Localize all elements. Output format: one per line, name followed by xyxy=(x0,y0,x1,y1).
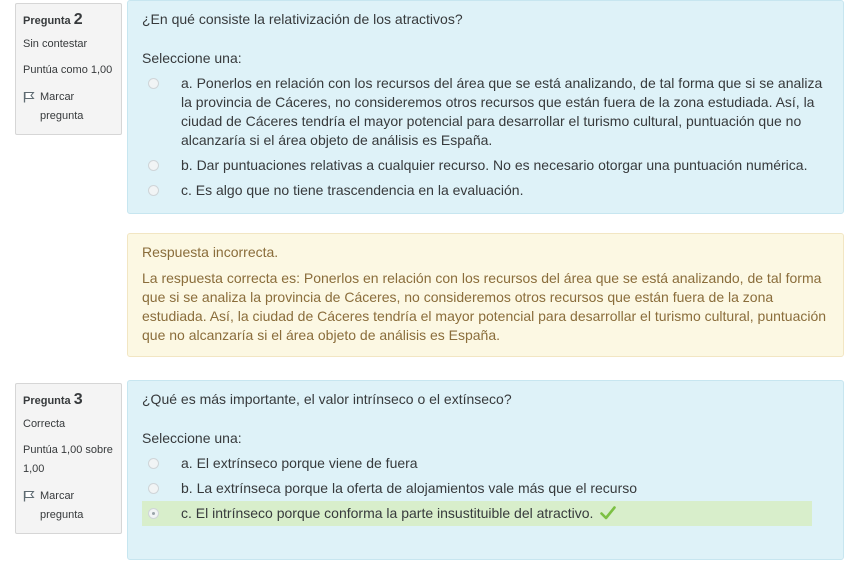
flag-question-button[interactable] xyxy=(23,88,114,126)
flag-icon xyxy=(23,490,35,502)
answer-option-a[interactable] xyxy=(142,71,829,153)
feedback-text: Respuesta incorrecta. xyxy=(142,244,279,260)
check-icon xyxy=(600,506,616,520)
answer-option-a[interactable] xyxy=(142,451,829,476)
answer-option-b[interactable] xyxy=(142,476,829,501)
radio-a[interactable] xyxy=(148,458,159,469)
question-grade: Puntúa como 1,00 xyxy=(23,64,113,76)
question-label: Pregunta xyxy=(23,395,71,407)
answer-option-text: b. La extrínseca porque la oferta de alojamientos vale más que el recurso xyxy=(181,480,638,496)
question-state: Correcta xyxy=(23,418,66,430)
answer-options xyxy=(142,71,829,203)
question-info-3 xyxy=(15,383,122,534)
question-number-value: 2 xyxy=(73,11,83,28)
question-grade: Puntúa 1,00 sobre 1,00 xyxy=(23,444,113,475)
answer-prompt: Seleccione una: xyxy=(142,50,242,66)
answer-option-text: a. Ponerlos en relación con los recursos del área que se está analizando, de tal forma que si se analiza la provincia de Cáceres, no consideremos otros recursos que están fuera de la zona estudiada. Así, la ciudad de Cáceres tendría el mayor potencial para desarrollar el turismo cultural, puntuación que no alcanzaría si el área objeto de análisis es España. xyxy=(181,75,823,148)
question-number-value: 3 xyxy=(73,391,83,408)
radio-c-selected[interactable] xyxy=(148,508,159,519)
answer-option-c[interactable] xyxy=(142,501,812,526)
answer-option-content xyxy=(181,504,812,523)
flag-question-label: Marcar pregunta xyxy=(40,91,84,122)
question-text: ¿Qué es más importante, el valor intrínseco o el extínseco? xyxy=(142,391,512,407)
answer-option-b[interactable] xyxy=(142,153,829,178)
radio-b[interactable] xyxy=(148,160,159,171)
question-state: Sin contestar xyxy=(23,38,88,50)
question-outcome xyxy=(127,233,844,357)
question-label: Pregunta xyxy=(23,15,71,27)
question-number xyxy=(23,390,114,411)
question-formulation-3 xyxy=(127,380,844,560)
answer-option-text: b. Dar puntuaciones relativas a cualquier recurso. No es necesario otorgar una puntuación numérica. xyxy=(181,157,808,173)
flag-question-button[interactable] xyxy=(23,487,114,525)
question-number xyxy=(23,10,114,31)
answer-option-text: a. El extrínseco porque viene de fuera xyxy=(181,455,418,471)
question-text: ¿En qué consiste la relativización de los atractivos? xyxy=(142,11,463,27)
answer-option-text: c. Es algo que no tiene trascendencia en la evaluación. xyxy=(181,182,524,198)
flag-question-label: Marcar pregunta xyxy=(40,490,84,521)
question-formulation-2 xyxy=(127,0,844,214)
flag-icon xyxy=(23,91,35,103)
radio-c[interactable] xyxy=(148,185,159,196)
radio-a[interactable] xyxy=(148,78,159,89)
answer-prompt: Seleccione una: xyxy=(142,430,242,446)
right-answer-text: La respuesta correcta es: Ponerlos en relación con los recursos del área que se está analizando, de tal forma que si se analiza la provincia de Cáceres, no consideremos otros recursos que están fuera de la zona estudiada. Así, la ciudad de Cáceres tendría el mayor potencial para desarrollar el turismo cultural, puntuación que no alcanzaría si el área objeto de análisis es España. xyxy=(142,270,827,343)
answer-option-text: c. El intrínseco porque conforma la parte insustituible del atractivo. xyxy=(181,505,594,521)
answer-option-c[interactable] xyxy=(142,178,829,203)
answer-options xyxy=(142,451,829,526)
radio-b[interactable] xyxy=(148,483,159,494)
question-info-2 xyxy=(15,3,122,135)
